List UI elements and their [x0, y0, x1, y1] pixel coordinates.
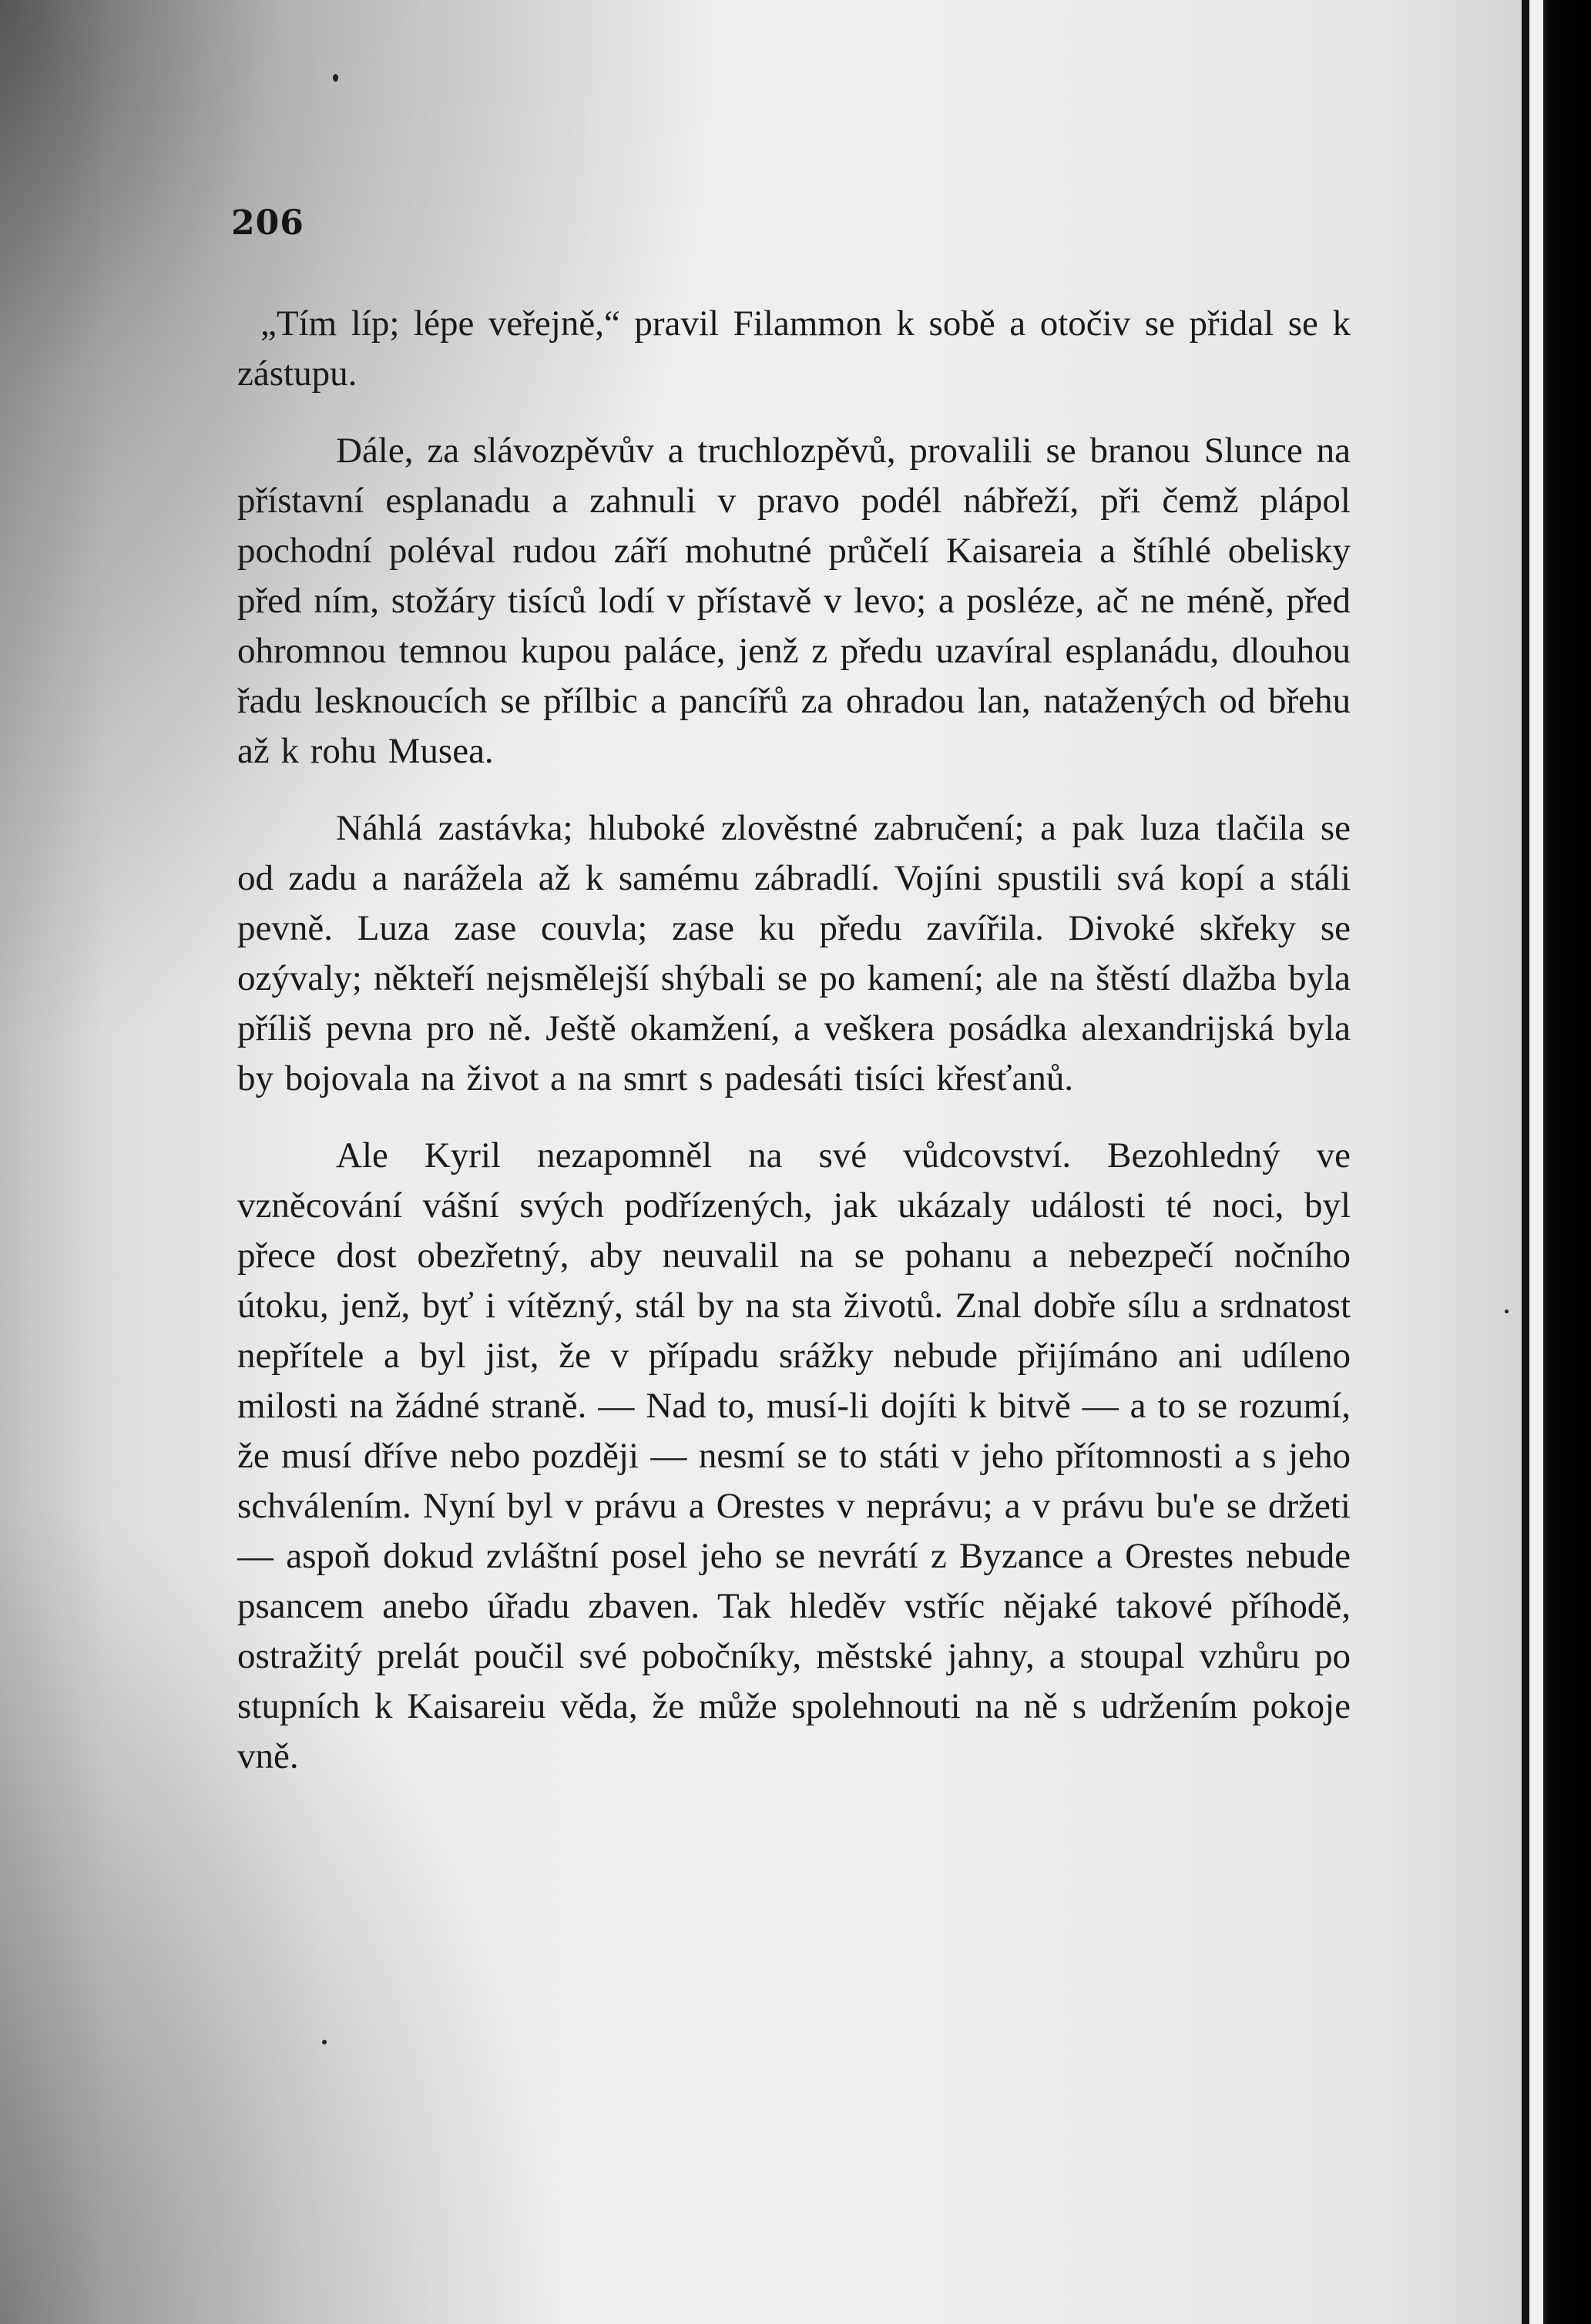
paragraph: Dále, za slávozpěvův a truchlozpěvů, provalili se branou Slunce na přístavní esplanadu a zahnuli v pravo podél nábřeží, při čemž plápol pochodní poléval rudou září mohutné průčelí Kaisareia a štíhlé obelisky před ním, stožáry tisíců lodí v přístavě v levo; a posléze, ač ne méně, před ohromnou temnou kupou paláce, jenž z předu uzavíral esplanádu, dlouhou řadu lesknoucích se přílbic a pancířů za ohradou lan, natažených od břehu až k rohu Musea.: [237, 431, 1351, 771]
ink-speck: [333, 74, 338, 82]
ink-speck: [1505, 1310, 1509, 1313]
paragraph: Ale Kyril nezapomněl na své vůdcovství. Bezohledný ve vzněcování vášní svých podřízených, jak ukázaly události té noci, byl přece dost obezřetný, aby neuvalil na se pohanu a nebezpečí nočního útoku, jenž, byť i vítězný, stál by na sta životů. Znal dobře sílu a srdnatost nepřítele a byl jist, že v případu srážky nebude přijímáno ani udíleno milosti na žádné straně. — Nad to, musí-li dojíti k bitvě — a to se rozumí, že musí dříve nebo později — nesmí se to státi v jeho přítomnosti a s jeho schválením. Nyní byl v právu a Orestes v neprávu; a v právu bu'e se držeti — aspoň dokud zvláštní posel jeho se nevrátí z Byzance a Orestes nebude psancem anebo úřadu zbaven. Tak hleděv vstříc nějaké takové příhodě, ostražitý prelát poučil své pobočníky, městské jahny, a stoupal vzhůru po stupních k Kaisareiu věda, že může spolehnouti na ně s udržením pokoje vně.: [237, 1135, 1351, 1776]
paragraph: „Tím líp; lépe veřejně,“ pravil Filammon k sobě a otočiv se přidal se k zástupu.: [237, 303, 1351, 394]
page-edge-rule: [1522, 0, 1529, 2324]
scanner-dark-border: [1543, 0, 1591, 2324]
paragraph: Náhlá zastávka; hluboké zlověstné zabručení; a pak luza tlačila se od zadu a narážela až k samému zábradlí. Vojíni spustili svá kopí a stáli pevně. Luza zase couvla; zase ku předu zavířila. Divoké skřeky se ozývaly; někteří nejsmělejší shýbali se po kamení; ale na štěstí dlažba byla příliš pevna pro ně. Ještě okamžení, a veškera posádka alexandrijská byla by bojovala na život a na smrt s padesáti tisíci křesťanů.: [237, 808, 1351, 1098]
body-text: [237, 299, 1351, 1809]
page-edge-highlight: [1529, 0, 1543, 2324]
page-number: 206: [231, 203, 304, 243]
ink-speck: [322, 2040, 327, 2044]
